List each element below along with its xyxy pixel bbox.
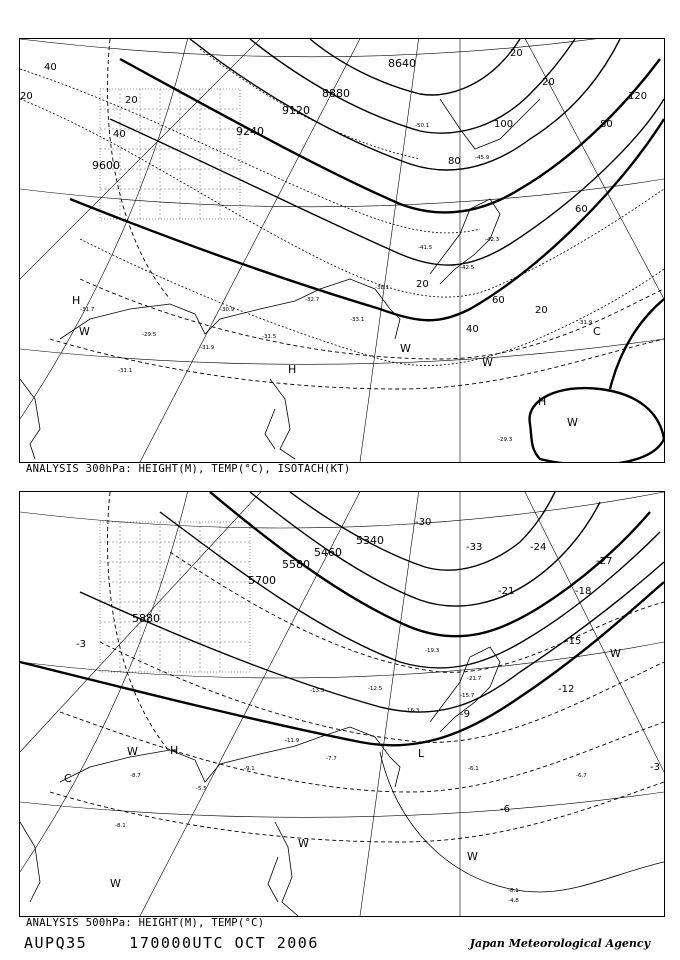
isotach-label: 20 (510, 48, 523, 59)
agency-credit: Japan Meteorological Agency (469, 937, 650, 950)
isotach-label: 60 (492, 295, 505, 306)
graticule (20, 492, 664, 916)
station-value: -12.5 (368, 686, 383, 692)
isotach-label: 20 (20, 91, 33, 102)
station-value: -8.7 (130, 773, 141, 779)
warm-marker: W (298, 837, 309, 850)
temperature-label: -21 (498, 586, 515, 597)
chart-300hpa (19, 38, 665, 463)
warm-marker: W (400, 342, 411, 355)
station-value: -31.7 (80, 307, 95, 313)
station-value: -29.5 (142, 332, 157, 338)
warm-marker: W (110, 877, 121, 890)
caption-500hpa: ANALYSIS 500hPa: HEIGHT(M), TEMP(°C) (26, 917, 265, 929)
warm-marker: W (127, 745, 138, 758)
station-value: -31.5 (262, 334, 277, 340)
height-labels (132, 534, 384, 625)
station-value: -6.1 (468, 766, 479, 772)
warm-marker: W (467, 850, 478, 863)
station-value: -45.9 (475, 155, 490, 161)
map-300hpa (20, 39, 664, 462)
temperature-label: -33 (466, 542, 483, 553)
bulletin-header: AUPQ35 170000UTC OCT 2006 (24, 934, 319, 952)
station-value: -8.1 (508, 888, 519, 894)
station-value: -38.1 (375, 285, 390, 291)
coastlines (20, 99, 540, 459)
height-label: 5880 (132, 612, 160, 625)
station-value: -7.7 (326, 756, 337, 762)
plateau-hatch (100, 522, 250, 672)
station-value: -33.1 (350, 317, 365, 323)
isotach-label: 40 (466, 324, 479, 335)
station-value: -30.9 (220, 307, 235, 313)
isotach-label: 40 (44, 62, 57, 73)
cold-marker: C (593, 325, 601, 338)
station-value: -15.7 (460, 693, 475, 699)
station-value: -31.9 (200, 345, 215, 351)
station-value: -50.1 (415, 123, 430, 129)
height-label: 5580 (282, 558, 310, 571)
station-value: -11.9 (285, 738, 300, 744)
temperature-label: -15 (565, 636, 582, 647)
height-contours (70, 39, 664, 320)
station-value: -5.5 (196, 786, 207, 792)
isotach-label: 20 (542, 77, 555, 88)
height-label: 5460 (314, 546, 342, 559)
height-label: 8640 (388, 57, 416, 70)
temperature-label: -9 (460, 709, 470, 720)
pressure-marks (72, 294, 601, 429)
isotach-label: 120 (628, 91, 648, 102)
temperature-label: -27 (596, 556, 613, 567)
height-label: 8880 (322, 87, 350, 100)
isotach-label: 20 (535, 305, 548, 316)
temperature-label: -18 (575, 586, 592, 597)
isotach-label: 100 (494, 119, 514, 130)
station-value: -6.7 (576, 773, 587, 779)
temperature-label: -3 (76, 639, 86, 650)
isotach-label: 80 (600, 119, 613, 130)
station-value: -31.9 (578, 320, 593, 326)
warm-marker: W (482, 356, 493, 369)
height-label: 5700 (248, 574, 276, 587)
isotach-label: 40 (113, 129, 126, 140)
map-500hpa (20, 492, 664, 916)
station-value: -29.3 (498, 437, 513, 443)
station-values (115, 648, 587, 904)
temperature-label: -3 (650, 762, 660, 773)
warm-marker: W (567, 416, 578, 429)
height-label: 9240 (236, 125, 264, 138)
station-value: -13.3 (310, 688, 325, 694)
isotach-label: 60 (575, 204, 588, 215)
temperature-label: -12 (558, 684, 575, 695)
high-marker: H (170, 744, 179, 757)
height-label: 5340 (356, 534, 384, 547)
isotach-label: 80 (448, 156, 461, 167)
temperature-label: -6 (500, 804, 510, 815)
station-value: -19.3 (425, 648, 440, 654)
cold-marker: C (64, 772, 72, 785)
temperature-label: -30 (415, 517, 432, 528)
isotach-label: 20 (125, 95, 138, 106)
high-marker: H (72, 294, 81, 307)
station-value: -32.7 (305, 297, 320, 303)
station-value: -21.7 (467, 676, 482, 682)
height-label: 9120 (282, 104, 310, 117)
station-value: -31.1 (118, 368, 133, 374)
warm-marker: W (79, 325, 90, 338)
station-value: -4.8 (508, 898, 519, 904)
height-labels (92, 57, 416, 172)
caption-300hpa: ANALYSIS 300hPa: HEIGHT(M), TEMP(°C), ISOTACH(KT) (26, 463, 351, 475)
height-label: 9600 (92, 159, 120, 172)
low-marker: L (418, 747, 425, 760)
isotach-label: 20 (416, 279, 429, 290)
high-marker: H (538, 395, 547, 408)
station-values (80, 123, 593, 443)
warm-marker: W (610, 647, 621, 660)
station-value: -16.3 (405, 708, 420, 714)
high-marker: H (288, 363, 297, 376)
temperature-label: -24 (530, 542, 547, 553)
chart-500hpa (19, 491, 665, 917)
temperature-labels (76, 517, 660, 815)
station-value: -42.3 (485, 237, 500, 243)
high-closed-contour (530, 388, 664, 462)
station-value: -42.5 (460, 265, 475, 271)
station-value: -9.1 (244, 766, 255, 772)
station-value: -41.5 (418, 245, 433, 251)
station-value: -8.1 (115, 823, 126, 829)
